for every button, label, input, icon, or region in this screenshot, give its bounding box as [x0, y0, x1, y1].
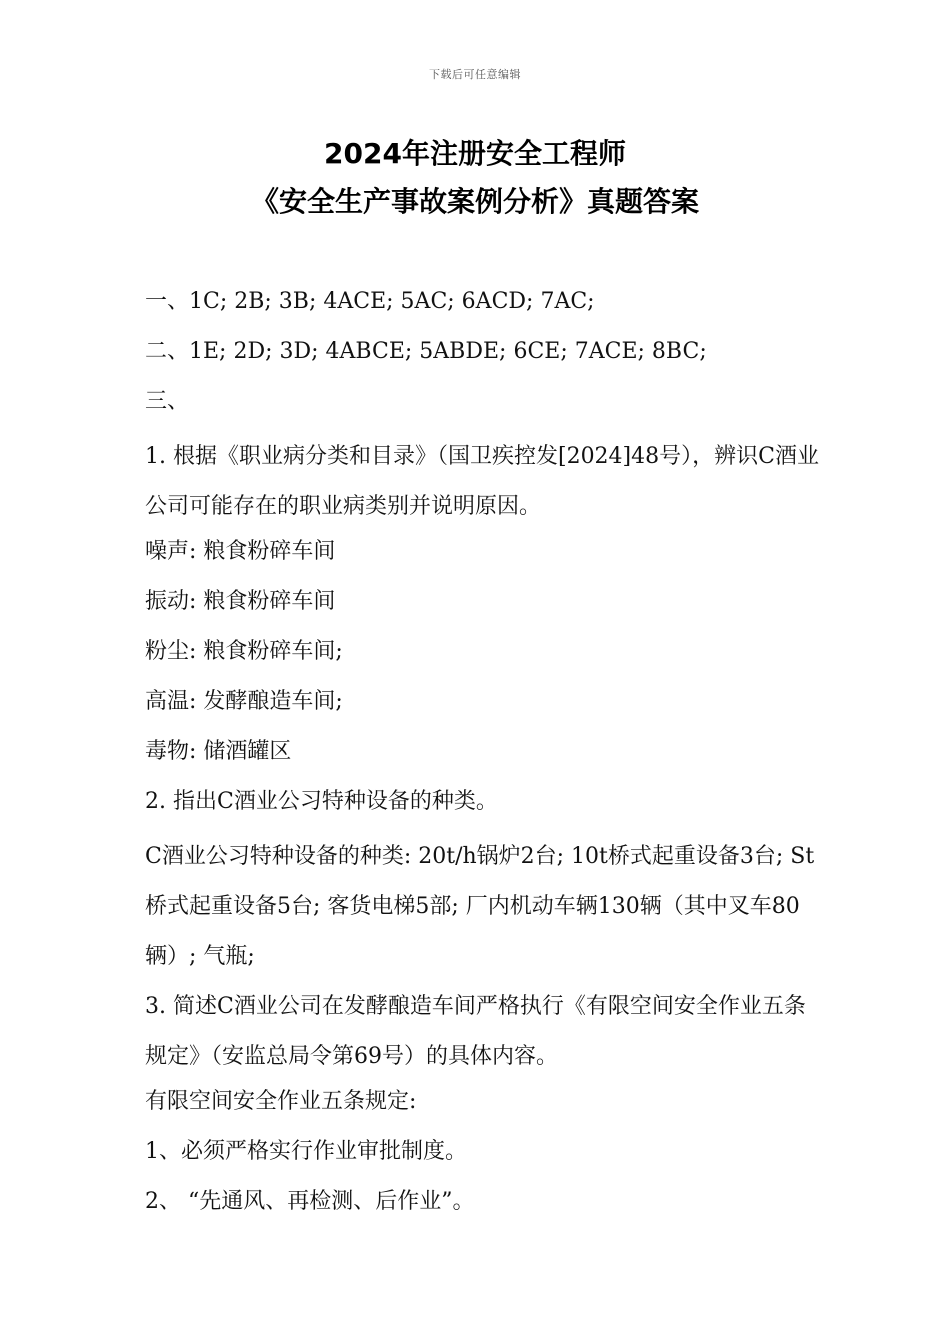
question-1: 1. 根据《职业病分类和目录》（国卫疾控发[2024]48号），辨识C酒业公司可能存在的职业病类别并说明原因。 [145, 444, 819, 519]
q1-answer-item: 毒物: 储酒罐区 [145, 739, 292, 764]
title-line-2: 《安全生产事故案例分析》真题答案 [250, 185, 699, 218]
answer-part-3: 三、 [145, 389, 190, 414]
document-body [145, 282, 825, 1232]
q3-rule-item: 1、必须严格实行作业审批制度。 [145, 1139, 467, 1164]
q3-rule-item: 2、 “先通风、再检测、后作业”。 [145, 1189, 475, 1214]
q1-answer-item: 粉尘: 粮食粉碎车间; [145, 639, 343, 664]
q1-answer-item: 噪声: 粮食粉碎车间 [145, 539, 336, 564]
title-line-1: 2024年注册安全工程师 [324, 137, 626, 170]
q2-answer: C酒业公习特种设备的种类: 20t/h锅炉2台; 10t桥式起重设备3台; St桥式起重设备5台; 客货电梯5部; 厂内机动车辆130辆（其中叉车80辆）; 气瓶; [145, 844, 815, 969]
q3-intro: 有限空间安全作业五条规定: [145, 1089, 417, 1114]
document-title [0, 130, 950, 226]
header-note: 下载后可任意编辑 [429, 68, 521, 81]
answer-part-2: 二、1E; 2D; 3D; 4ABCE; 5ABDE; 6CE; 7ACE; 8BC; [145, 339, 707, 364]
answer-part-1: 一、1C; 2B; 3B; 4ACE; 5AC; 6ACD; 7AC; [145, 289, 595, 314]
question-3: 3. 简述C酒业公司在发酵酿造车间严格执行《有限空间安全作业五条规定》（安监总局令第69号）的具体内容。 [145, 994, 806, 1069]
q1-answer-item: 高温: 发酵酿造车间; [145, 689, 343, 714]
q1-answer-item: 振动: 粮食粉碎车间 [145, 589, 336, 614]
question-2: 2. 指出C酒业公习特种设备的种类。 [145, 789, 498, 814]
